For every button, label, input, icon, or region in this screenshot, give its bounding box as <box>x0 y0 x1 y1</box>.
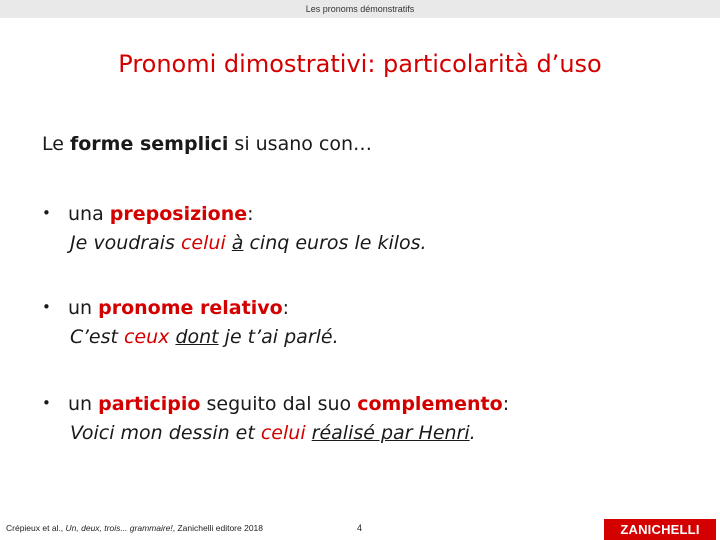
intro-pre: Le <box>42 133 70 155</box>
example-2-text: C’est <box>70 326 124 348</box>
header-bar <box>0 0 720 18</box>
example-2-underlined: dont <box>175 326 219 348</box>
bullet-dot-icon: • <box>42 204 51 222</box>
bullet-1 <box>42 203 254 225</box>
bullet-3-term: participio <box>98 393 201 415</box>
example-3 <box>70 422 476 444</box>
bullet-2-post: : <box>282 297 290 319</box>
bullet-dot-icon: • <box>42 298 51 316</box>
example-2-rest: je t’ai parlé. <box>218 326 339 348</box>
citation-authors: Crépieux et al., <box>6 523 66 533</box>
example-2-pronoun: ceux <box>123 326 170 348</box>
intro-post: si usano con… <box>228 133 373 155</box>
example-2 <box>70 326 339 348</box>
intro-bold: forme semplici <box>69 133 229 155</box>
bullet-1-post: : <box>247 203 254 225</box>
bullet-3 <box>42 393 509 415</box>
footer-citation <box>6 523 263 533</box>
zanichelli-logo: ZANICHELLI <box>604 519 716 540</box>
page-number: 4 <box>357 523 363 533</box>
bullet-3-pre: un <box>68 393 99 415</box>
bullet-1-pre: una <box>68 203 110 225</box>
header-title: Les pronoms démonstratifs <box>305 4 415 14</box>
bullet-dot-icon: • <box>42 394 51 412</box>
bullet-3-mid: seguito dal suo <box>200 393 358 415</box>
bullet-3-post: : <box>502 393 510 415</box>
citation-publisher: , Zanichelli editore 2018 <box>172 523 264 533</box>
slide-title: Pronomi dimostrativi: particolarità d’uso <box>118 50 602 78</box>
example-3-text: Voici mon dessin et <box>70 422 261 444</box>
bullet-2-term: pronome relativo <box>98 297 283 319</box>
citation-book-title: Un, deux, trois... grammaire! <box>65 523 173 533</box>
bullet-3-term2: complemento <box>357 393 503 415</box>
bullet-2-pre: un <box>68 297 99 319</box>
bullet-1-term: preposizione <box>109 203 248 225</box>
example-3-rest: . <box>469 422 476 444</box>
example-1 <box>70 232 427 254</box>
example-1-text: Je voudrais <box>70 232 181 254</box>
example-1-underlined: à <box>231 232 244 254</box>
intro-line <box>42 133 372 155</box>
example-3-pronoun: celui <box>260 422 306 444</box>
example-3-underlined: réalisé par Henri <box>311 422 470 444</box>
example-1-rest: cinq euros le kilos. <box>243 232 427 254</box>
bullet-2 <box>42 297 289 319</box>
example-1-pronoun: celui <box>180 232 226 254</box>
